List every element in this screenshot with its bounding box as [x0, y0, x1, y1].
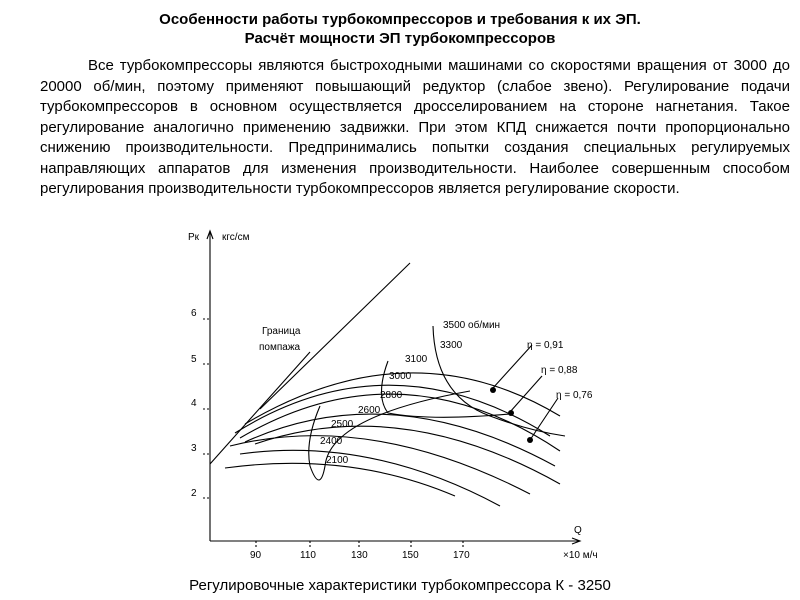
speed-label-2600: 2600 [358, 405, 381, 416]
speed-label-2400: 2400 [320, 436, 343, 447]
point-eta-076 [527, 437, 533, 443]
y-tick-label-5: 5 [191, 354, 197, 365]
y-tick-label-4: 4 [191, 398, 197, 409]
eta-label-076: η = 0,76 [556, 390, 593, 401]
speed-curve-2500 [230, 436, 530, 494]
speed-curve-2400 [240, 450, 500, 506]
x-tick-label-110: 110 [300, 550, 316, 561]
y-tick-label-6: 6 [191, 308, 197, 319]
speed-label-2500: 2500 [331, 419, 354, 430]
speed-curve-3000 [240, 394, 560, 451]
speed-curve-2600 [255, 426, 560, 484]
speed-label-3300: 3300 [440, 340, 463, 351]
x-tick-label-170: 170 [453, 550, 470, 561]
speed-label-3100: 3100 [405, 354, 428, 365]
point-eta-091 [490, 387, 496, 393]
figure-caption: Регулировочные характеристики турбокомпрессора К - 3250 [189, 577, 611, 594]
x-unit-label: ×10 м/ч [563, 550, 598, 561]
eta-label-088: η = 0,88 [541, 365, 578, 376]
surge-label-line1: Граница [262, 326, 301, 337]
eta-088-leader [510, 376, 542, 412]
surge-label-line2: помпажа [259, 342, 301, 353]
speed-label-3500: 3500 об/мин [443, 320, 501, 331]
point-eta-088 [508, 410, 514, 416]
eta-091-leader [493, 345, 532, 388]
speed-label-2800: 2800 [380, 390, 403, 401]
y-tick-label-2: 2 [191, 488, 197, 499]
compressor-characteristics-diagram [170, 226, 630, 571]
speed-label-3000: 3000 [389, 371, 412, 382]
x-tick-label-150: 150 [402, 550, 419, 561]
x-tick-label-90: 90 [250, 550, 262, 561]
y-unit-label: кгс/см [222, 232, 250, 243]
y-axis-label: Pк [188, 232, 200, 243]
y-tick-label-3: 3 [191, 443, 197, 454]
body-paragraph: Все турбокомпрессоры являются быстроходными машинами со скоростями вращения от 3000 до 20000 об/мин, поэтому применяют повышающий редуктор (слабое звено). Регулирование подачи турбокомпрессоров в основном осуществляется дросселированием на стороне нагнетания. Такое регулирование аналогично применению задвижки. При этом КПД снижается почти пропорционально снижению производительности. Предпринимались попытки создания специальных регулируемых направляющих аппаратов для изменения производительности. Наиболее совершенным способом регулирования производительности турбокомпрессоров является регулирование скорости. [40, 57, 790, 197]
speed-label-2100: 2100 [326, 455, 349, 466]
x-axis-label: Q [574, 525, 582, 536]
surge-boundary-line [210, 352, 310, 464]
eta-label-091: η = 0,91 [527, 340, 564, 351]
x-tick-label-130: 130 [351, 550, 368, 561]
slide-title-line2: Расчёт мощности ЭП турбокомпрессоров [244, 30, 556, 47]
speed-curve-2100 [225, 463, 455, 496]
slide-title-line1: Особенности работы турбокомпрессоров и требования к их ЭП. [159, 11, 641, 28]
